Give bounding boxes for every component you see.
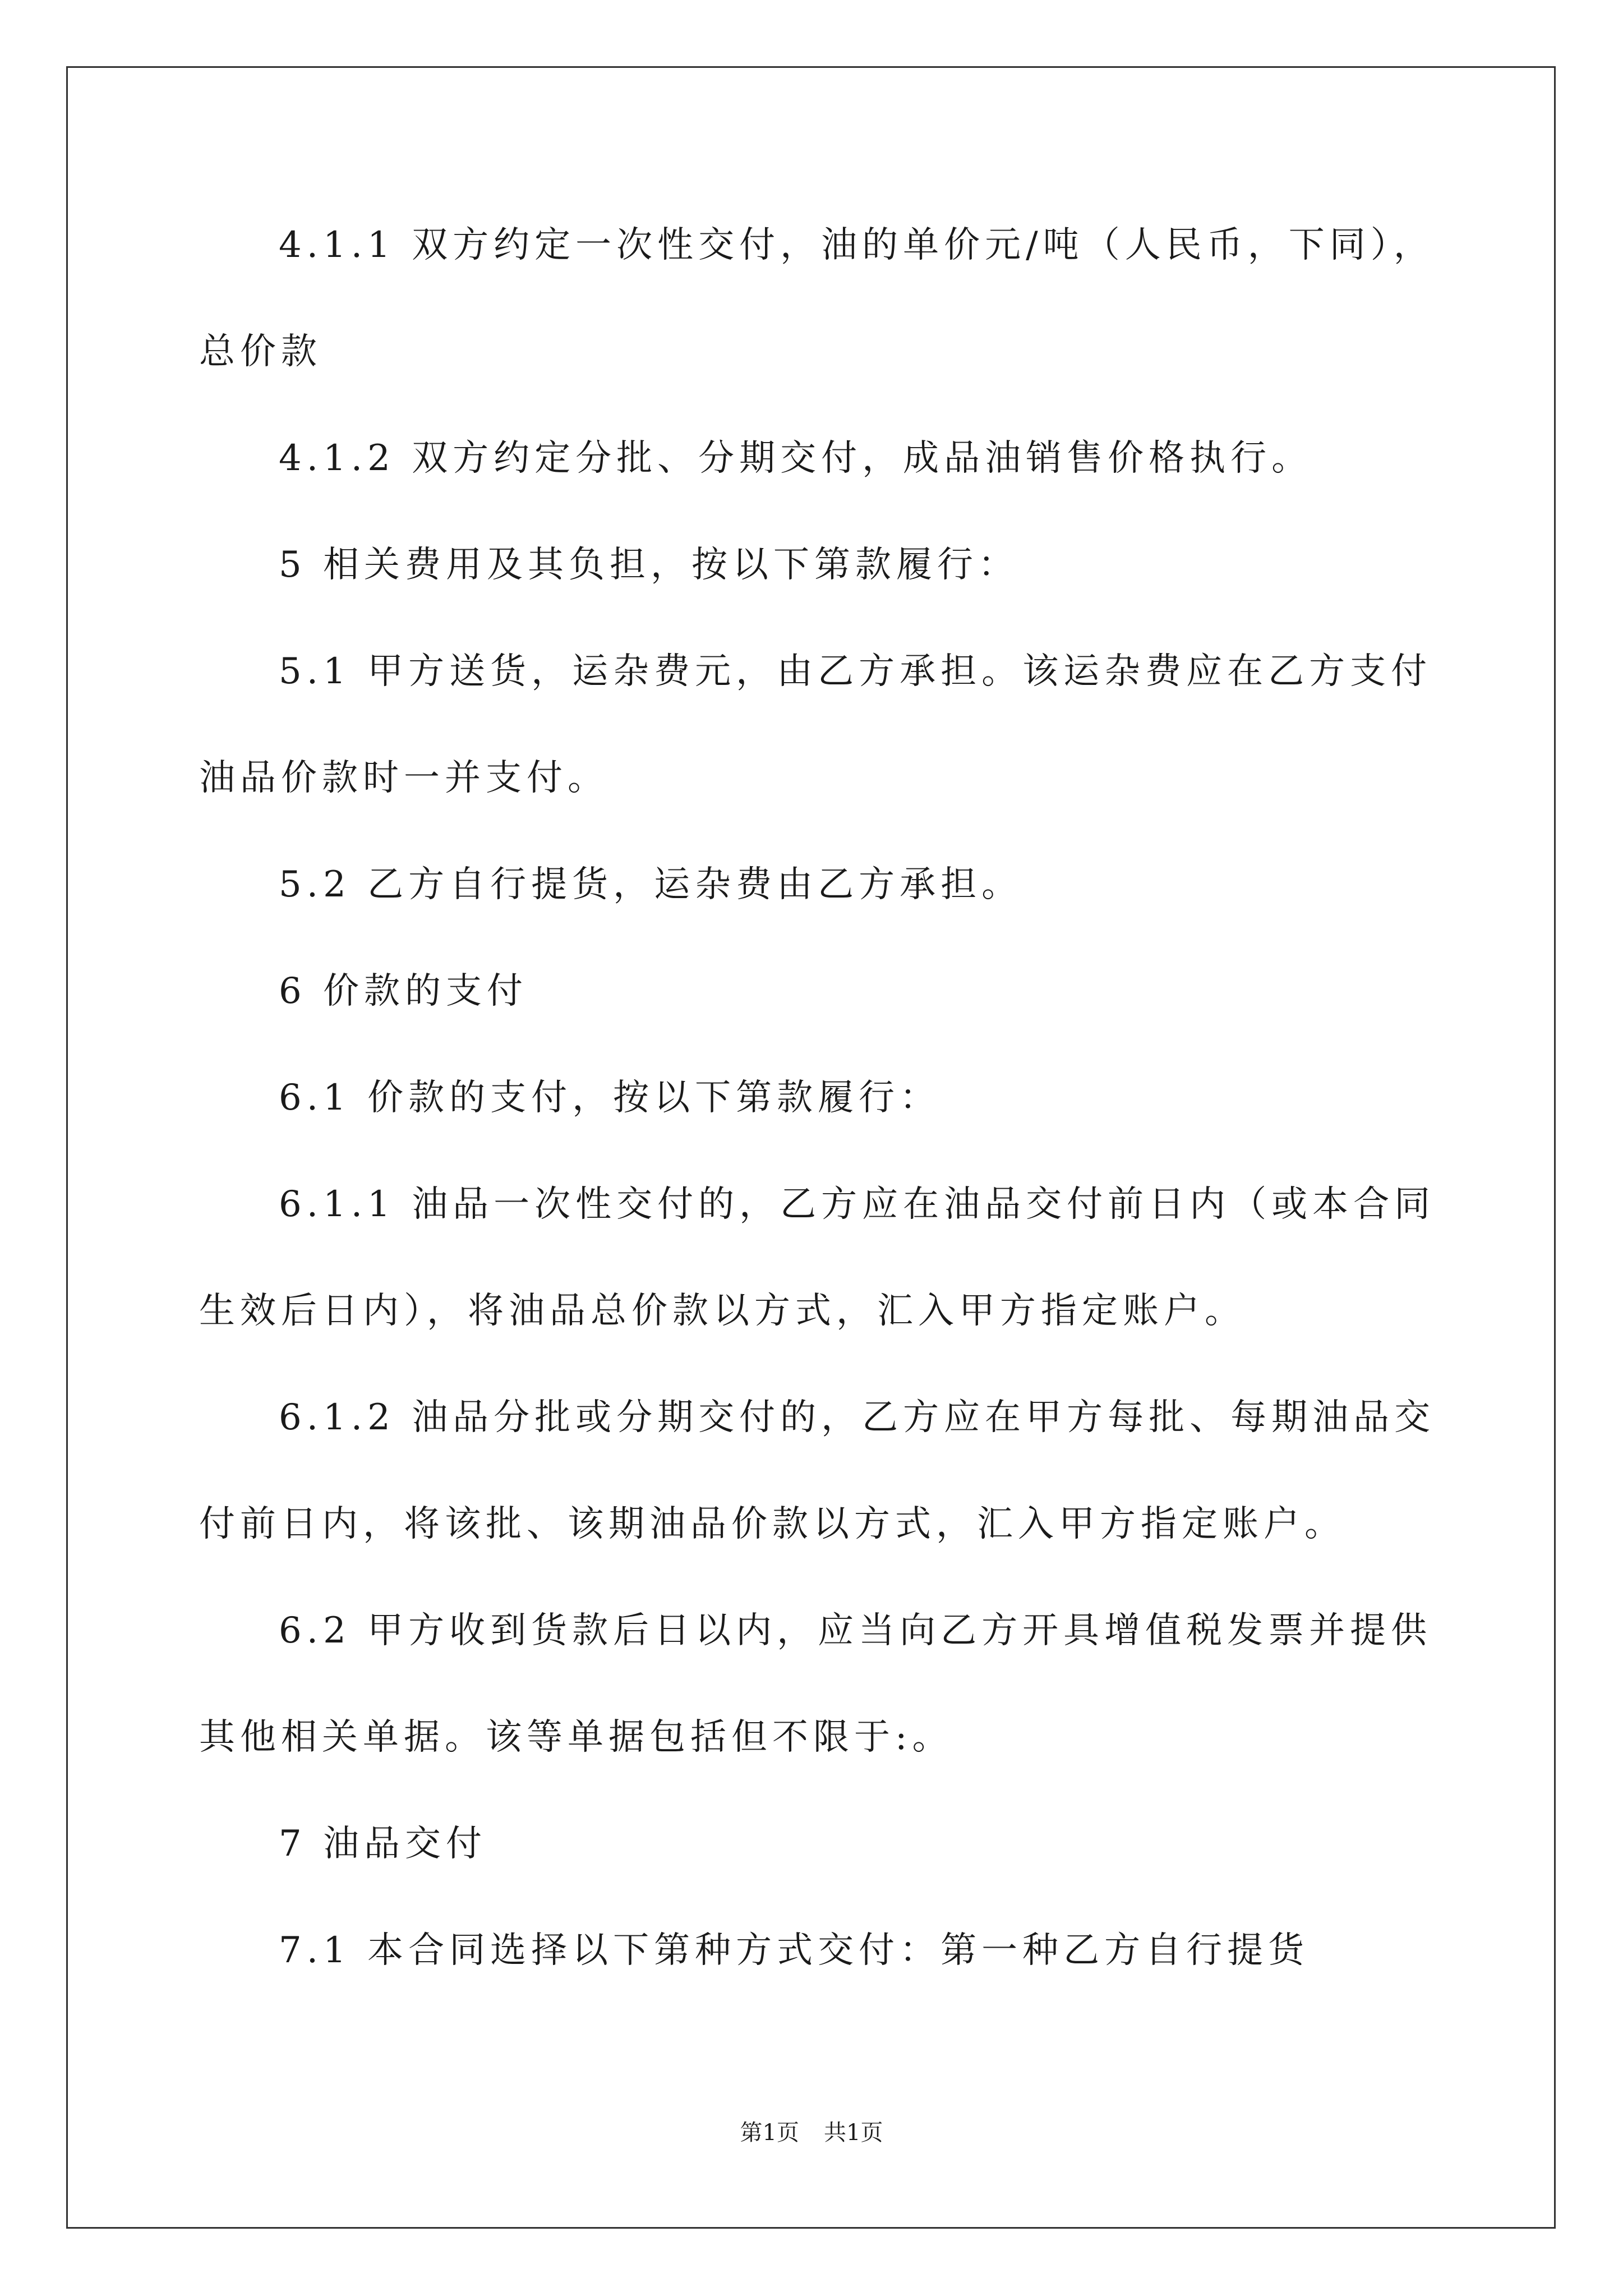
page-total: 共1页 — [824, 2120, 883, 2146]
page-footer — [0, 2115, 1623, 2147]
paragraph-line: 6.1.1 油品一次性交付的，乙方应在油品交付前日内（或本合同 — [279, 1184, 1436, 1225]
paragraph-line: 4.1.2 双方约定分批、分期交付，成品油销售价格执行。 — [279, 438, 1313, 479]
paragraph-line: 7 油品交付 — [279, 1823, 487, 1865]
paragraph-line: 油品价款时一并支付。 — [199, 757, 608, 799]
paragraph-line: 其他相关单据。该等单据包括但不限于:。 — [199, 1717, 953, 1758]
paragraph-line: 生效后日内），将油品总价款以方式，汇入甲方指定账户。 — [199, 1290, 1246, 1332]
paragraph-line: 6.2 甲方收到货款后日以内，应当向乙方开具增值税发票并提供 — [279, 1610, 1432, 1651]
paragraph-line: 付前日内，将该批、该期油品价款以方式，汇入甲方指定账户。 — [199, 1503, 1345, 1545]
paragraph-line: 5 相关费用及其负担，按以下第款履行： — [279, 544, 1020, 586]
paragraph-line: 4.1.1 双方约定一次性交付，油的单价元/吨（人民币，下同）， — [279, 224, 1435, 266]
paragraph-line: 5.1 甲方送货，运杂费元，由乙方承担。该运杂费应在乙方支付 — [279, 651, 1432, 692]
paragraph-line: 7.1 本合同选择以下第种方式交付：第一种乙方自行提货 — [279, 1930, 1310, 1971]
page-number: 第1页 — [740, 2120, 799, 2146]
paragraph-line: 6.1 价款的支付，按以下第款履行： — [279, 1077, 941, 1119]
page-border — [66, 66, 1556, 2229]
paragraph-line: 总价款 — [199, 331, 322, 372]
paragraph-line: 6 价款的支付 — [279, 970, 528, 1012]
paragraph-line: 5.2 乙方自行提货，运杂费由乙方承担。 — [279, 864, 1023, 905]
paragraph-line: 6.1.2 油品分批或分期交付的，乙方应在甲方每批、每期油品交 — [279, 1397, 1436, 1438]
